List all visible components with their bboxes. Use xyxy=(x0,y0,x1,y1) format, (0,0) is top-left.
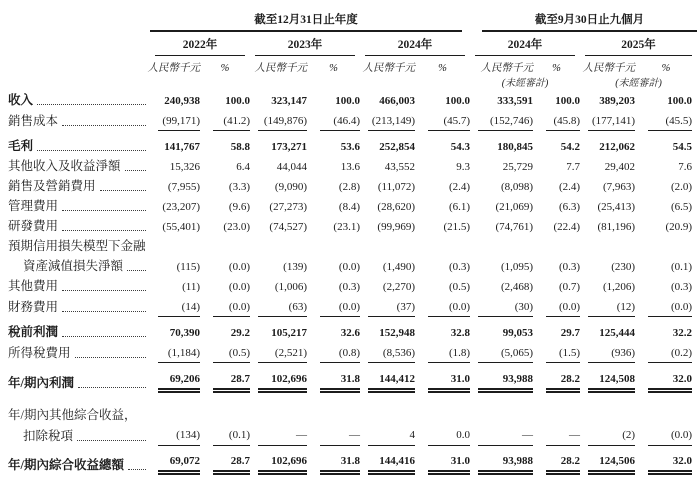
percent-header: % xyxy=(329,63,338,74)
percent-cell: (3.3) xyxy=(228,180,250,193)
row-label-text: 稅前利潤 xyxy=(8,325,59,339)
amount-cell: (139) xyxy=(283,260,307,273)
percent-cell: 32.0 xyxy=(635,363,697,393)
percent-cell: (45.5) xyxy=(635,110,697,131)
amount-cell xyxy=(250,393,307,425)
row-label-text: 年/期內其他綜合收益， xyxy=(8,407,137,422)
table-row xyxy=(8,317,697,342)
amount-cell: (25,413) xyxy=(597,200,636,213)
percent-cell: 28.7 xyxy=(200,363,250,393)
amount-cell: (177,141) xyxy=(580,110,635,131)
row-label-text: 扣除稅項 xyxy=(23,428,74,443)
amount-cell: 466,003 xyxy=(379,94,415,107)
percent-cell: 7.7 xyxy=(566,160,581,173)
dotted-leader xyxy=(100,189,146,191)
amount-cell: (55,401) xyxy=(162,220,200,233)
percent-cell: (0.7) xyxy=(558,280,581,293)
row-label-text: 預期信用損失模型下金融 xyxy=(8,239,146,253)
row-label xyxy=(8,276,150,296)
table-row xyxy=(8,156,697,176)
percent-cell: (0.5) xyxy=(200,342,250,363)
amount-cell: (12) xyxy=(580,296,635,317)
year-header-2022: 2022年 xyxy=(150,32,250,56)
amount-cell: (1,184) xyxy=(150,342,200,363)
table-row xyxy=(8,196,697,216)
row-label xyxy=(8,342,150,363)
row-label-text: 所得稅費用 xyxy=(8,346,71,360)
percent-cell: (0.5) xyxy=(448,280,471,293)
percent-cell: 7.6 xyxy=(678,160,693,173)
table-row xyxy=(8,393,697,425)
row-label xyxy=(8,176,150,196)
period-group-annual xyxy=(150,13,470,32)
table-row xyxy=(8,446,697,476)
table-row xyxy=(8,110,697,131)
amount-cell: (1,095) xyxy=(500,260,534,273)
row-label-text: 財務費用 xyxy=(8,300,59,314)
percent-cell: (46.4) xyxy=(307,110,360,131)
percent-cell: 31.0 xyxy=(415,363,470,393)
year-header-2023: 2023年 xyxy=(250,32,360,56)
percent-cell: (23.0) xyxy=(223,220,250,233)
amount-cell xyxy=(150,393,200,425)
percent-cell: (45.8) xyxy=(533,110,580,131)
percent-cell: 13.6 xyxy=(340,160,360,173)
percent-cell xyxy=(635,236,697,256)
table-row xyxy=(8,236,697,256)
amount-cell: — xyxy=(250,425,307,446)
amount-cell: (14) xyxy=(150,296,200,317)
row-label xyxy=(8,156,150,176)
dotted-leader xyxy=(128,468,146,470)
amount-cell: 25,729 xyxy=(502,160,534,173)
year-header-2025-interim: 2025年 xyxy=(580,32,697,56)
percent-cell: (41.2) xyxy=(200,110,250,131)
amount-cell xyxy=(580,393,635,425)
percent-cell: (23.1) xyxy=(333,220,360,233)
row-label-text: 年/期內利潤 xyxy=(8,375,74,390)
table-row xyxy=(8,296,697,317)
row-label-text: 管理費用 xyxy=(8,199,59,213)
percent-cell xyxy=(415,393,470,425)
percent-cell xyxy=(307,393,360,425)
percent-cell: (0.3) xyxy=(338,280,360,293)
row-label-text: 毛利 xyxy=(8,139,34,153)
percent-cell: 28.2 xyxy=(533,446,580,476)
percent-cell: 54.2 xyxy=(560,140,581,153)
unit-header-row xyxy=(8,56,697,75)
percent-cell: (0.3) xyxy=(448,260,471,273)
amount-cell: 105,217 xyxy=(271,326,307,339)
amount-cell: 333,591 xyxy=(497,94,534,107)
percent-cell: 54.3 xyxy=(450,140,471,153)
amount-cell xyxy=(250,236,307,256)
percent-header: % xyxy=(552,63,561,74)
percent-cell: (20.9) xyxy=(665,220,693,233)
period-group-interim-title: 截至9月30日止九個月 xyxy=(482,13,697,32)
dotted-leader xyxy=(78,386,146,388)
row-label xyxy=(8,425,150,446)
percent-cell: (22.4) xyxy=(553,220,581,233)
percent-cell: (21.5) xyxy=(443,220,471,233)
percent-cell: (0.2) xyxy=(635,342,697,363)
percent-cell: (6.5) xyxy=(670,200,693,213)
amount-cell xyxy=(150,236,200,256)
amount-cell: (27,273) xyxy=(269,200,307,213)
percent-cell: (0.8) xyxy=(307,342,360,363)
amount-cell: (23,207) xyxy=(162,200,200,213)
dotted-leader xyxy=(62,124,146,126)
percent-cell: 54.5 xyxy=(672,140,693,153)
percent-cell: 31.0 xyxy=(415,446,470,476)
dotted-leader xyxy=(62,310,146,312)
amount-cell: (936) xyxy=(580,342,635,363)
percent-cell: 0.0 xyxy=(415,425,470,446)
table-row xyxy=(8,176,697,196)
table-body xyxy=(8,90,697,475)
dotted-leader xyxy=(37,149,146,151)
percent-cell: — xyxy=(307,425,360,446)
percent-cell: (0.1) xyxy=(670,260,693,273)
amount-cell: (8,098) xyxy=(500,180,534,193)
dotted-leader xyxy=(75,356,146,358)
amount-cell: 173,271 xyxy=(271,140,307,153)
amount-cell: (11) xyxy=(182,280,200,293)
unit-header: 人民幣千元 xyxy=(147,63,200,74)
row-label xyxy=(8,256,150,276)
amount-cell: 124,506 xyxy=(580,446,635,476)
percent-cell: 31.8 xyxy=(307,363,360,393)
amount-cell: (11,072) xyxy=(377,180,415,193)
unaudited-note: (未經審計) xyxy=(615,78,662,89)
label-column-spacer xyxy=(8,32,150,56)
unaudited-spacer xyxy=(150,75,470,90)
percent-cell: (0.0) xyxy=(338,260,360,273)
percent-cell: (0.0) xyxy=(415,296,470,317)
amount-cell: (9,090) xyxy=(274,180,307,193)
label-column-spacer xyxy=(8,75,150,90)
table-row xyxy=(8,425,697,446)
row-label xyxy=(8,393,150,425)
period-group-annual-title: 截至12月31日止年度 xyxy=(150,13,462,32)
amount-cell: (1,206) xyxy=(602,280,636,293)
percent-cell: (2.4) xyxy=(558,180,581,193)
amount-cell: 141,767 xyxy=(164,140,200,153)
row-label xyxy=(8,216,150,236)
amount-cell: (99,171) xyxy=(150,110,200,131)
percent-cell: 6.4 xyxy=(236,160,250,173)
percent-cell: (45.7) xyxy=(415,110,470,131)
amount-cell: (8,536) xyxy=(360,342,415,363)
percent-cell: 100.0 xyxy=(335,94,360,107)
percent-cell xyxy=(415,236,470,256)
table-row xyxy=(8,363,697,393)
row-label xyxy=(8,296,150,317)
percent-cell xyxy=(200,393,250,425)
amount-cell: (21,069) xyxy=(495,200,534,213)
amount-cell: (2,521) xyxy=(250,342,307,363)
table-row xyxy=(8,131,697,156)
amount-cell: (28,620) xyxy=(377,200,415,213)
percent-cell: (0.0) xyxy=(200,296,250,317)
amount-cell: (7,955) xyxy=(167,180,200,193)
percent-cell xyxy=(533,236,580,256)
amount-cell: 144,412 xyxy=(360,363,415,393)
percent-header: % xyxy=(661,63,671,74)
amount-cell: (2,468) xyxy=(500,280,534,293)
amount-cell: (5,065) xyxy=(470,342,533,363)
table-row xyxy=(8,90,697,110)
amount-cell: (1,006) xyxy=(274,280,307,293)
amount-cell: 93,988 xyxy=(470,446,533,476)
table-row xyxy=(8,276,697,296)
amount-cell: (74,527) xyxy=(269,220,307,233)
amount-cell: 252,854 xyxy=(379,140,415,153)
row-label xyxy=(8,236,150,256)
dotted-leader xyxy=(127,269,146,271)
amount-cell xyxy=(360,393,415,425)
amount-cell: 44,044 xyxy=(276,160,307,173)
amount-cell: (30) xyxy=(470,296,533,317)
amount-cell: (74,761) xyxy=(495,220,534,233)
amount-cell xyxy=(360,236,415,256)
percent-cell xyxy=(533,393,580,425)
row-label-text: 其他收入及收益淨額 xyxy=(8,159,121,173)
amount-cell: 125,444 xyxy=(599,326,636,339)
year-header-row xyxy=(8,32,697,56)
percent-cell: (8.4) xyxy=(338,200,360,213)
year-header-2024: 2024年 xyxy=(360,32,470,56)
unaudited-note-row xyxy=(8,75,697,90)
percent-cell: (0.0) xyxy=(635,296,697,317)
table-row xyxy=(8,216,697,236)
amount-cell: 389,203 xyxy=(599,94,636,107)
amount-cell: (7,963) xyxy=(602,180,636,193)
percent-cell: (0.0) xyxy=(228,280,250,293)
amount-cell: (213,149) xyxy=(360,110,415,131)
amount-cell: 240,938 xyxy=(164,94,200,107)
amount-cell: 70,390 xyxy=(169,326,200,339)
percent-cell xyxy=(200,236,250,256)
percent-cell: 100.0 xyxy=(555,94,581,107)
amount-cell: (149,876) xyxy=(250,110,307,131)
amount-cell: — xyxy=(470,425,533,446)
amount-cell xyxy=(470,236,533,256)
percent-header: % xyxy=(220,63,230,74)
percent-cell: 32.6 xyxy=(340,326,360,339)
percent-cell: (2.4) xyxy=(448,180,471,193)
percent-cell: (1.8) xyxy=(415,342,470,363)
percent-cell: — xyxy=(533,425,580,446)
percent-cell: (0.0) xyxy=(307,296,360,317)
percent-cell: 31.8 xyxy=(307,446,360,476)
table-row xyxy=(8,256,697,276)
amount-cell: (1,490) xyxy=(382,260,415,273)
row-label-text: 銷售及營銷費用 xyxy=(8,179,96,193)
amount-cell: 93,988 xyxy=(470,363,533,393)
row-label xyxy=(8,110,150,131)
percent-cell: (1.5) xyxy=(533,342,580,363)
percent-cell: (0.0) xyxy=(228,260,250,273)
amount-cell: 15,326 xyxy=(169,160,200,173)
percent-cell: 53.6 xyxy=(340,140,360,153)
percent-cell: (0.1) xyxy=(200,425,250,446)
amount-cell: 323,147 xyxy=(271,94,307,107)
unit-header: 人民幣千元 xyxy=(480,63,534,74)
percent-cell: (2.0) xyxy=(670,180,693,193)
row-label-text: 其他費用 xyxy=(8,279,59,293)
dotted-leader xyxy=(62,229,146,231)
dotted-leader xyxy=(62,335,146,337)
amount-cell: 102,696 xyxy=(250,446,307,476)
row-label xyxy=(8,317,150,342)
year-header-2024-interim: 2024年 xyxy=(470,32,580,56)
amount-cell: (37) xyxy=(360,296,415,317)
amount-cell: 69,206 xyxy=(150,363,200,393)
percent-cell: (0.0) xyxy=(635,425,697,446)
amount-cell: 29,402 xyxy=(604,160,636,173)
amount-cell: (2,270) xyxy=(382,280,415,293)
unaudited-note: (未經審計) xyxy=(501,78,549,89)
dotted-leader xyxy=(77,439,146,441)
amount-cell: (2) xyxy=(580,425,635,446)
dotted-leader xyxy=(125,169,146,171)
percent-cell: (0.0) xyxy=(533,296,580,317)
row-label-text: 年/期內綜合收益總額 xyxy=(8,458,124,472)
amount-cell: 152,948 xyxy=(379,326,415,339)
percent-cell: (9.6) xyxy=(228,200,250,213)
percent-cell: 28.2 xyxy=(533,363,580,393)
percent-cell: 32.0 xyxy=(635,446,697,476)
amount-cell: 212,062 xyxy=(599,140,636,153)
amount-cell xyxy=(580,236,635,256)
dotted-leader xyxy=(62,209,146,211)
period-group-interim xyxy=(470,13,697,32)
amount-cell: 99,053 xyxy=(502,326,534,339)
percent-cell: (6.3) xyxy=(558,200,581,213)
percent-header: % xyxy=(438,63,447,74)
percent-cell: 29.7 xyxy=(560,326,581,339)
row-label-text: 銷售成本 xyxy=(8,114,59,128)
amount-cell: (230) xyxy=(611,260,636,273)
label-column-spacer xyxy=(8,56,150,75)
percent-cell: (0.3) xyxy=(670,280,693,293)
unit-header: 人民幣千元 xyxy=(254,63,307,74)
unit-header: 人民幣千元 xyxy=(582,63,636,74)
amount-cell: (63) xyxy=(250,296,307,317)
row-label xyxy=(8,131,150,156)
percent-cell: 29.2 xyxy=(230,326,250,339)
row-label xyxy=(8,363,150,393)
period-group-row xyxy=(8,13,697,32)
row-label-text: 收入 xyxy=(8,93,34,107)
row-label xyxy=(8,196,150,216)
amount-cell: 69,072 xyxy=(150,446,200,476)
amount-cell: (134) xyxy=(150,425,200,446)
percent-cell: 100.0 xyxy=(445,94,471,107)
percent-cell: 32.8 xyxy=(450,326,471,339)
percent-cell: 100.0 xyxy=(667,94,693,107)
amount-cell: 124,508 xyxy=(580,363,635,393)
amount-cell: 144,416 xyxy=(360,446,415,476)
amount-cell: 4 xyxy=(360,425,415,446)
percent-cell: 9.3 xyxy=(456,160,471,173)
amount-cell: (115) xyxy=(176,260,200,273)
percent-cell: 58.8 xyxy=(230,140,250,153)
dotted-leader xyxy=(37,103,146,105)
row-label xyxy=(8,90,150,110)
amount-cell: 180,845 xyxy=(497,140,534,153)
amount-cell: (99,969) xyxy=(377,220,415,233)
percent-cell: 28.7 xyxy=(200,446,250,476)
amount-cell xyxy=(470,393,533,425)
percent-cell: 32.2 xyxy=(672,326,693,339)
amount-cell: 102,696 xyxy=(250,363,307,393)
percent-cell xyxy=(307,236,360,256)
amount-cell: 43,552 xyxy=(384,160,415,173)
percent-cell: (0.3) xyxy=(558,260,581,273)
amount-cell: (81,196) xyxy=(597,220,636,233)
percent-cell: (2.8) xyxy=(338,180,360,193)
percent-cell: (6.1) xyxy=(448,200,471,213)
income-statement-table xyxy=(8,13,697,475)
row-label-text: 資產減值損失淨額 xyxy=(23,259,124,273)
row-label xyxy=(8,446,150,476)
percent-cell xyxy=(635,393,697,425)
table-row xyxy=(8,342,697,363)
percent-cell: 100.0 xyxy=(225,94,250,107)
dotted-leader xyxy=(62,289,146,291)
amount-cell: (152,746) xyxy=(470,110,533,131)
row-label-text: 研發費用 xyxy=(8,219,59,233)
label-column-spacer xyxy=(8,13,150,32)
unit-header: 人民幣千元 xyxy=(362,63,415,74)
